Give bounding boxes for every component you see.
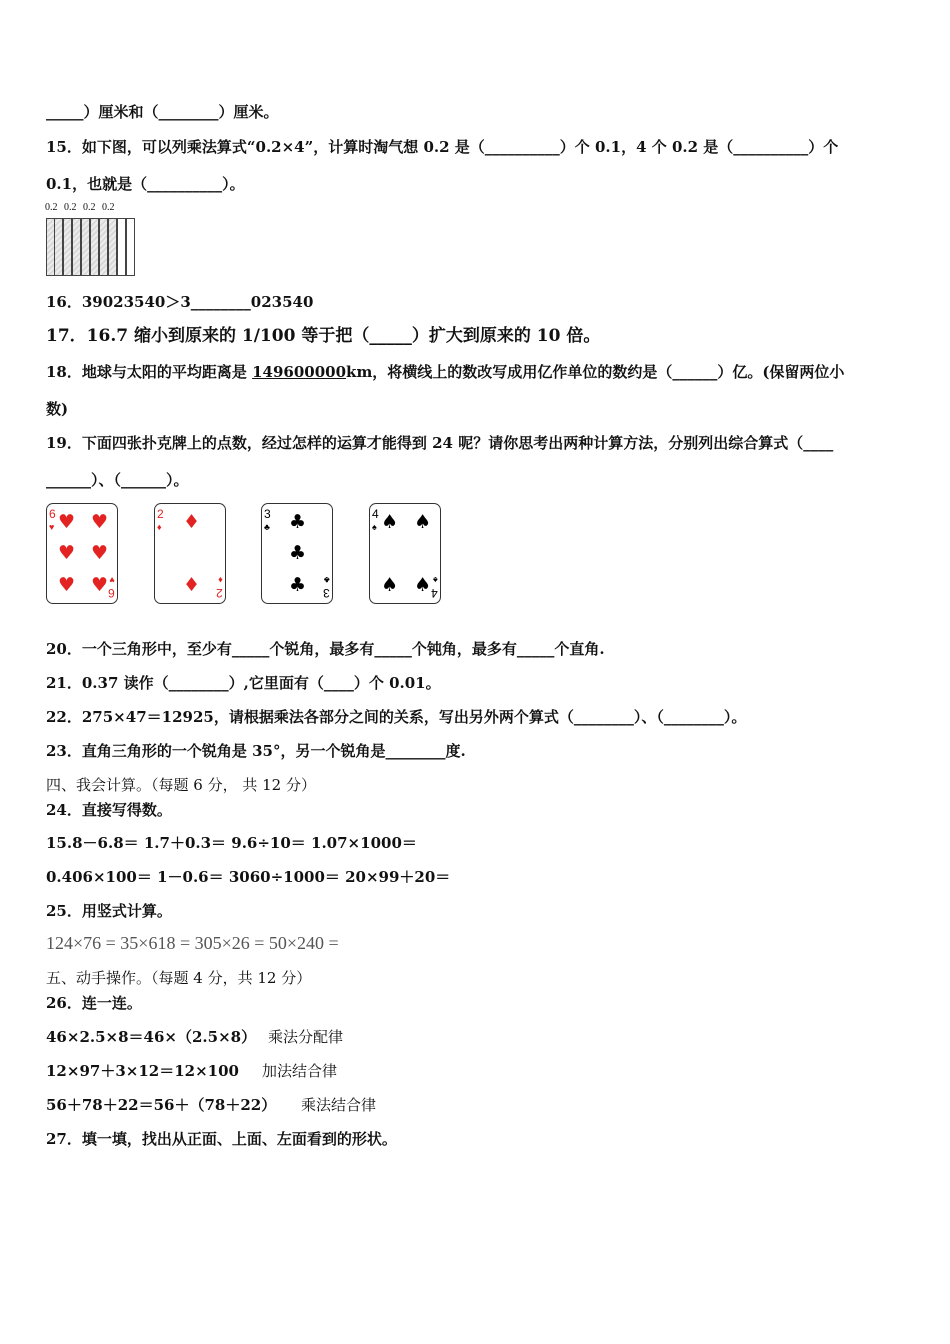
q18-pre: 18．地球与太阳的平均距离是 <box>46 363 253 381</box>
q18-post: km，将横线上的数改写成用亿作单位的数约是（______）亿。(保留两位小 <box>346 363 845 381</box>
section-5-heading: 五、动手操作。（每题 4 分，共 12 分） <box>46 969 312 987</box>
strip-cell <box>81 218 90 276</box>
section-4-heading: 四、我会计算。（每题 6 分， 共 12 分） <box>46 776 316 794</box>
segment-label: 0.2 <box>45 202 58 213</box>
heart-icon: ♥ <box>109 575 115 585</box>
q24-row1: 15.8－6.8＝ 1.7＋0.3＝ 9.6÷10＝ 1.07×1000＝ <box>46 834 417 852</box>
spade-icon: ♠ <box>381 511 399 533</box>
club-icon: ♣ <box>289 511 307 533</box>
q25: 25．用竖式计算。 <box>46 902 172 920</box>
q18-number: 149600000 <box>252 363 347 381</box>
q22: 22．275×47＝12925，请根据乘法各部分之间的关系，写出另外两个算式（________）、（________）。 <box>46 708 747 726</box>
diamond-icon: ♦ <box>183 574 201 596</box>
strip-cell <box>90 218 99 276</box>
playing-card-four-spades <box>369 503 441 604</box>
diamond-icon: ♦ <box>183 511 201 533</box>
club-icon: ♣ <box>289 542 307 564</box>
diamond-icon: ♦ <box>157 522 162 532</box>
spade-icon: ♠ <box>433 575 438 585</box>
q26: 26．连一连。 <box>46 994 142 1012</box>
heart-icon: ♥ <box>91 542 109 564</box>
card-rank: 4 <box>431 586 438 600</box>
q26-expression-a: 46×2.5×8＝46×（2.5×8） <box>46 1028 257 1046</box>
card-corner <box>264 508 271 533</box>
card-corner <box>216 574 223 599</box>
card-rank: 6 <box>49 507 56 521</box>
q19-line1: 19．下面四张扑克牌上的点数，经过怎样的运算才能得到 24 呢？请你思考出两种计算方法，分别列出综合算式（____ <box>46 434 834 452</box>
q16: 16．39023540＞3________023540 <box>46 293 314 311</box>
diamond-icon: ♦ <box>218 575 223 585</box>
card-corner <box>323 574 330 599</box>
card-corner <box>157 508 164 533</box>
playing-card-three-clubs <box>261 503 333 604</box>
strip-cell <box>63 218 72 276</box>
strip-cell <box>117 218 126 276</box>
strip-cell <box>99 218 108 276</box>
q15-line2: 0.1，也就是（__________）。 <box>46 175 245 193</box>
playing-card-two-diamonds <box>154 503 226 604</box>
q26-law-b: 加法结合律 <box>262 1062 338 1080</box>
card-corner <box>372 508 379 533</box>
strip-cell <box>126 218 135 276</box>
heart-icon: ♥ <box>58 511 76 533</box>
q26-expression-c: 56＋78＋22＝56＋（78＋22） <box>46 1096 277 1114</box>
heart-icon: ♥ <box>91 574 109 596</box>
strip-cell <box>108 218 117 276</box>
q24: 24．直接写得数。 <box>46 801 172 819</box>
segment-label: 0.2 <box>64 202 77 213</box>
heart-icon: ♥ <box>58 574 76 596</box>
card-corner <box>431 574 438 599</box>
card-rank: 2 <box>157 507 164 521</box>
club-icon: ♣ <box>264 522 270 532</box>
q21: 21．0.37 读作（________）,它里面有（____）个 0.01。 <box>46 674 441 692</box>
card-rank: 2 <box>216 586 223 600</box>
spade-icon: ♠ <box>372 522 377 532</box>
playing-card-six-hearts <box>46 503 118 604</box>
club-icon: ♣ <box>289 574 307 596</box>
heart-icon: ♥ <box>49 522 55 532</box>
card-corner <box>49 508 56 533</box>
q18-line1 <box>46 362 844 382</box>
q26-expression-b: 12×97＋3×12＝12×100 <box>46 1062 239 1080</box>
segment-label: 0.2 <box>102 202 115 213</box>
q26-law-c: 乘法结合律 <box>301 1096 377 1114</box>
q20: 20．一个三角形中，至少有_____个锐角，最多有_____个钝角，最多有_____个直角. <box>46 640 605 658</box>
q18-line2: 数) <box>46 400 69 418</box>
strip-cell <box>72 218 81 276</box>
spade-icon: ♠ <box>381 574 399 596</box>
strip-cell <box>54 218 63 276</box>
card-rank: 6 <box>108 586 115 600</box>
segment-label: 0.2 <box>83 202 96 213</box>
spade-icon: ♠ <box>414 574 432 596</box>
q15-line1: 15．如下图，可以列乘法算式“0.2×4”，计算时淘气想 0.2 是（__________）个 0.1，4 个 0.2 是（__________）个 <box>46 138 839 156</box>
q27: 27．填一填，找出从正面、上面、左面看到的形状。 <box>46 1130 397 1148</box>
q19-line2: ______）、（______）。 <box>46 471 189 489</box>
card-rank: 4 <box>372 507 379 521</box>
q17: 17．16.7 缩小到原来的 1/100 等于把（_____）扩大到原来的 10 倍。 <box>46 326 601 346</box>
card-corner <box>108 574 115 599</box>
q24-row2: 0.406×100＝ 1－0.6＝ 3060÷1000＝ 20×99＋20＝ <box>46 868 451 886</box>
spade-icon: ♠ <box>414 511 432 533</box>
heart-icon: ♥ <box>58 542 76 564</box>
club-icon: ♣ <box>324 575 330 585</box>
q26-law-a: 乘法分配律 <box>268 1028 344 1046</box>
q23: 23．直角三角形的一个锐角是 35°，另一个锐角是________度. <box>46 742 466 760</box>
card-rank: 3 <box>323 586 330 600</box>
q14-tail: _____）厘米和（________）厘米。 <box>46 103 279 121</box>
q25-expressions: 124×76 = 35×618 = 305×26 = 50×240 = <box>46 933 339 953</box>
card-rank: 3 <box>264 507 271 521</box>
heart-icon: ♥ <box>91 511 109 533</box>
